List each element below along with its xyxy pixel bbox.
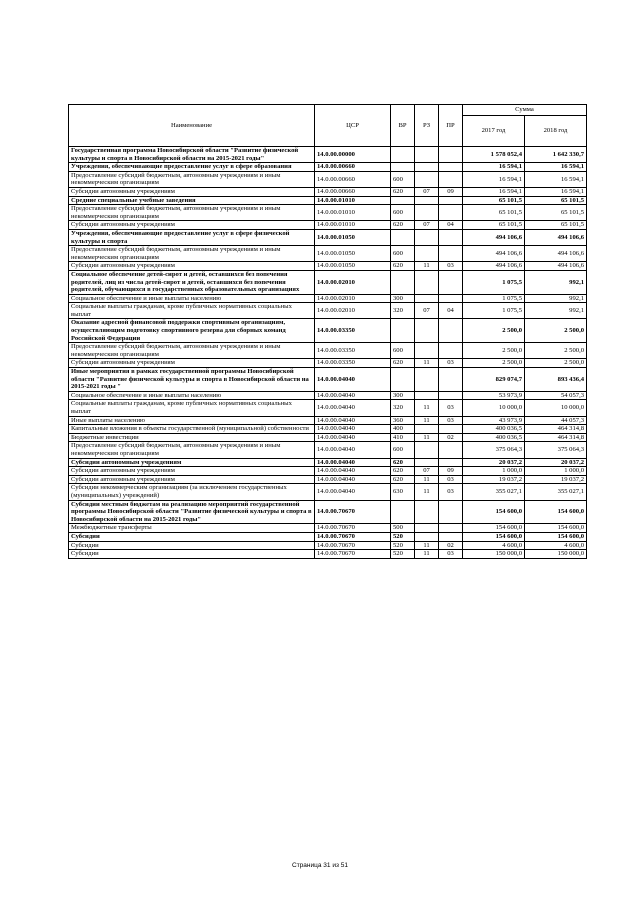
table-row — [69, 500, 587, 524]
cell-name: Предоставление субсидий бюджетным, автономным учреждениям и иным некоммерческим организациям — [69, 171, 315, 187]
cell-rz — [415, 442, 439, 458]
cell-pr: 04 — [439, 303, 463, 319]
table-row — [69, 343, 587, 359]
cell-vr: 600 — [391, 205, 415, 221]
cell-csr: 14.0.00.00660 — [315, 187, 391, 196]
cell-pr: 09 — [439, 467, 463, 476]
cell-sum-2018: 154 600,0 — [525, 532, 587, 541]
cell-sum-2017: 494 106,6 — [463, 246, 525, 262]
cell-csr: 14.0.00.04040 — [315, 400, 391, 416]
cell-name: Социальные выплаты гражданам, кроме публичных нормативных социальных выплат — [69, 400, 315, 416]
cell-name: Субсидии автономным учреждениям — [69, 221, 315, 230]
cell-sum-2018: 54 057,3 — [525, 391, 587, 400]
cell-rz: 07 — [415, 187, 439, 196]
cell-name: Иные выплаты населению — [69, 416, 315, 425]
cell-rz — [415, 163, 439, 172]
cell-vr: 620 — [391, 458, 415, 467]
cell-sum-2017: 19 037,2 — [463, 475, 525, 484]
table-row — [69, 524, 587, 533]
cell-csr: 14.0.00.70670 — [315, 541, 391, 550]
table-row — [69, 391, 587, 400]
cell-csr: 14.0.00.70670 — [315, 532, 391, 541]
cell-pr — [439, 163, 463, 172]
cell-vr — [391, 500, 415, 524]
cell-rz — [415, 246, 439, 262]
table-row — [69, 425, 587, 434]
cell-rz: 07 — [415, 467, 439, 476]
cell-sum-2018: 65 101,5 — [525, 221, 587, 230]
cell-name: Субсидии автономным учреждениям — [69, 458, 315, 467]
cell-vr: 620 — [391, 221, 415, 230]
cell-vr — [391, 196, 415, 205]
cell-csr: 14.0.00.01010 — [315, 221, 391, 230]
cell-sum-2017: 1 578 052,4 — [463, 147, 525, 163]
cell-name: Средние специальные учебные заведения — [69, 196, 315, 205]
cell-rz: 07 — [415, 221, 439, 230]
cell-name: Субсидии автономным учреждениям — [69, 475, 315, 484]
table-row — [69, 303, 587, 319]
cell-csr: 14.0.00.01050 — [315, 262, 391, 271]
cell-sum-2018: 1 000,0 — [525, 467, 587, 476]
header-rz: РЗ — [415, 105, 439, 147]
cell-pr: 02 — [439, 541, 463, 550]
cell-name: Межбюджетные трансферты — [69, 524, 315, 533]
cell-rz — [415, 343, 439, 359]
cell-vr: 300 — [391, 294, 415, 303]
table-row — [69, 484, 587, 500]
cell-vr: 620 — [391, 187, 415, 196]
cell-csr: 14.0.00.02010 — [315, 294, 391, 303]
cell-vr: 400 — [391, 425, 415, 434]
cell-vr: 520 — [391, 532, 415, 541]
cell-csr: 14.0.00.03350 — [315, 343, 391, 359]
cell-vr: 320 — [391, 303, 415, 319]
cell-pr — [439, 294, 463, 303]
cell-rz: 11 — [415, 416, 439, 425]
cell-vr: 600 — [391, 171, 415, 187]
cell-vr: 360 — [391, 416, 415, 425]
cell-sum-2018: 494 106,6 — [525, 262, 587, 271]
cell-sum-2018: 355 027,1 — [525, 484, 587, 500]
cell-rz: 11 — [415, 262, 439, 271]
cell-pr — [439, 229, 463, 245]
cell-sum-2018: 893 436,4 — [525, 368, 587, 392]
cell-vr: 620 — [391, 467, 415, 476]
cell-pr: 02 — [439, 433, 463, 442]
table-row — [69, 171, 587, 187]
cell-name: Субсидии — [69, 541, 315, 550]
cell-name: Субсидии автономным учреждениям — [69, 467, 315, 476]
cell-sum-2018: 19 037,2 — [525, 475, 587, 484]
cell-pr — [439, 147, 463, 163]
cell-sum-2018: 992,1 — [525, 294, 587, 303]
cell-sum-2018: 16 594,1 — [525, 171, 587, 187]
table-row — [69, 246, 587, 262]
cell-pr: 03 — [439, 550, 463, 559]
cell-csr: 14.0.00.00660 — [315, 171, 391, 187]
cell-rz — [415, 425, 439, 434]
table-row — [69, 359, 587, 368]
cell-csr: 14.0.00.70670 — [315, 500, 391, 524]
cell-csr: 14.0.00.70670 — [315, 524, 391, 533]
cell-rz: 07 — [415, 303, 439, 319]
cell-vr — [391, 368, 415, 392]
cell-sum-2017: 53 973,9 — [463, 391, 525, 400]
cell-rz — [415, 368, 439, 392]
cell-sum-2018: 44 057,3 — [525, 416, 587, 425]
cell-sum-2018: 4 600,0 — [525, 541, 587, 550]
cell-sum-2017: 150 000,0 — [463, 550, 525, 559]
cell-pr — [439, 343, 463, 359]
cell-pr: 03 — [439, 400, 463, 416]
cell-vr: 520 — [391, 550, 415, 559]
cell-csr: 14.0.00.03350 — [315, 319, 391, 343]
cell-name: Предоставление субсидий бюджетным, автономным учреждениям и иным некоммерческим организациям — [69, 442, 315, 458]
cell-csr: 14.0.00.00660 — [315, 163, 391, 172]
cell-sum-2017: 10 000,0 — [463, 400, 525, 416]
table-row — [69, 262, 587, 271]
cell-csr: 14.0.00.04040 — [315, 425, 391, 434]
cell-pr — [439, 368, 463, 392]
cell-pr: 03 — [439, 262, 463, 271]
cell-sum-2018: 992,1 — [525, 303, 587, 319]
cell-csr: 14.0.00.01010 — [315, 205, 391, 221]
cell-sum-2018: 464 314,8 — [525, 433, 587, 442]
table-row — [69, 433, 587, 442]
cell-rz — [415, 319, 439, 343]
cell-sum-2018: 2 500,0 — [525, 319, 587, 343]
cell-sum-2017: 65 101,5 — [463, 196, 525, 205]
cell-csr: 14.0.00.04040 — [315, 475, 391, 484]
table-row — [69, 416, 587, 425]
cell-sum-2018: 16 594,1 — [525, 163, 587, 172]
cell-vr: 600 — [391, 343, 415, 359]
cell-csr: 14.0.00.04040 — [315, 484, 391, 500]
cell-name: Субсидии автономным учреждениям — [69, 359, 315, 368]
cell-rz — [415, 229, 439, 245]
cell-sum-2018: 65 101,5 — [525, 205, 587, 221]
cell-pr — [439, 171, 463, 187]
cell-pr — [439, 425, 463, 434]
cell-pr — [439, 458, 463, 467]
cell-pr: 03 — [439, 416, 463, 425]
table-row — [69, 163, 587, 172]
header-sum: Сумма — [463, 105, 587, 116]
table-row — [69, 187, 587, 196]
cell-rz — [415, 294, 439, 303]
cell-csr: 14.0.00.04040 — [315, 467, 391, 476]
cell-name: Субсидии — [69, 532, 315, 541]
cell-name: Социальные выплаты гражданам, кроме публичных нормативных социальных выплат — [69, 303, 315, 319]
cell-sum-2018: 154 600,0 — [525, 500, 587, 524]
cell-sum-2017: 154 600,0 — [463, 524, 525, 533]
cell-name: Бюджетные инвестиции — [69, 433, 315, 442]
cell-pr — [439, 500, 463, 524]
cell-rz — [415, 500, 439, 524]
cell-sum-2018: 494 106,6 — [525, 229, 587, 245]
cell-sum-2017: 494 106,6 — [463, 262, 525, 271]
cell-rz — [415, 147, 439, 163]
cell-sum-2018: 10 000,0 — [525, 400, 587, 416]
cell-vr: 630 — [391, 484, 415, 500]
cell-csr: 14.0.00.04040 — [315, 416, 391, 425]
cell-rz: 11 — [415, 541, 439, 550]
cell-pr: 03 — [439, 475, 463, 484]
cell-pr: 04 — [439, 221, 463, 230]
cell-vr: 500 — [391, 524, 415, 533]
cell-sum-2018: 2 500,0 — [525, 359, 587, 368]
cell-rz — [415, 532, 439, 541]
cell-sum-2017: 16 594,1 — [463, 163, 525, 172]
cell-vr: 520 — [391, 541, 415, 550]
cell-sum-2017: 1 075,5 — [463, 270, 525, 294]
cell-vr: 620 — [391, 475, 415, 484]
cell-name: Капитальные вложения в объекты государственной (муниципальной) собственности — [69, 425, 315, 434]
page-footer: Страница 31 из 51 — [292, 862, 348, 869]
cell-csr: 14.0.00.02010 — [315, 270, 391, 294]
table-row — [69, 442, 587, 458]
header-vr: ВР — [391, 105, 415, 147]
cell-sum-2017: 355 027,1 — [463, 484, 525, 500]
cell-sum-2018: 20 037,2 — [525, 458, 587, 467]
cell-vr: 620 — [391, 262, 415, 271]
cell-sum-2018: 464 314,8 — [525, 425, 587, 434]
cell-sum-2017: 2 500,0 — [463, 359, 525, 368]
cell-sum-2017: 43 973,9 — [463, 416, 525, 425]
cell-sum-2017: 65 101,5 — [463, 205, 525, 221]
cell-sum-2017: 65 101,5 — [463, 221, 525, 230]
cell-sum-2017: 494 106,6 — [463, 229, 525, 245]
cell-rz — [415, 391, 439, 400]
table-row — [69, 205, 587, 221]
cell-name: Социальное обеспечение и иные выплаты населению — [69, 391, 315, 400]
header-csr: ЦСР — [315, 105, 391, 147]
cell-vr — [391, 229, 415, 245]
table-row — [69, 368, 587, 392]
cell-sum-2017: 1 075,5 — [463, 303, 525, 319]
cell-name: Оказание адресной финансовой поддержки спортивным организациям, осуществляющим подготовку спортивного резерва для сборных команд Российской Федерации — [69, 319, 315, 343]
cell-name: Социальное обеспечение детей-сирот и детей, оставшихся без попечения родителей, лиц из числа детей-сирот и детей, оставшихся без попечения родителей, обучающихся в государственных образовательных организациях — [69, 270, 315, 294]
cell-sum-2017: 20 037,2 — [463, 458, 525, 467]
cell-rz: 11 — [415, 400, 439, 416]
table-row — [69, 229, 587, 245]
table-row — [69, 196, 587, 205]
cell-name: Государственная программа Новосибирской области "Развитие физической культуры и спорта в Новосибирской области на 2015-2021 годы" — [69, 147, 315, 163]
cell-pr — [439, 532, 463, 541]
cell-name: Субсидии автономным учреждениям — [69, 262, 315, 271]
table-body — [69, 147, 587, 559]
cell-rz: 11 — [415, 484, 439, 500]
cell-vr: 600 — [391, 246, 415, 262]
header-pr: ПР — [439, 105, 463, 147]
cell-sum-2017: 829 074,7 — [463, 368, 525, 392]
cell-sum-2017: 2 500,0 — [463, 343, 525, 359]
cell-csr: 14.0.00.04040 — [315, 458, 391, 467]
cell-vr — [391, 163, 415, 172]
cell-sum-2018: 494 106,6 — [525, 246, 587, 262]
table-row — [69, 458, 587, 467]
cell-pr — [439, 391, 463, 400]
table-row — [69, 541, 587, 550]
cell-pr — [439, 196, 463, 205]
cell-sum-2018: 992,1 — [525, 270, 587, 294]
table-row — [69, 400, 587, 416]
cell-pr: 03 — [439, 484, 463, 500]
cell-sum-2017: 1 000,0 — [463, 467, 525, 476]
cell-sum-2018: 154 600,0 — [525, 524, 587, 533]
cell-csr: 14.0.00.00000 — [315, 147, 391, 163]
cell-pr — [439, 205, 463, 221]
cell-rz — [415, 205, 439, 221]
cell-name: Социальное обеспечение и иные выплаты населению — [69, 294, 315, 303]
cell-sum-2018: 150 000,0 — [525, 550, 587, 559]
cell-name: Субсидии — [69, 550, 315, 559]
budget-table — [68, 104, 587, 559]
cell-pr: 09 — [439, 187, 463, 196]
cell-csr: 14.0.00.01010 — [315, 196, 391, 205]
table-row — [69, 319, 587, 343]
cell-vr — [391, 319, 415, 343]
cell-name: Субсидии автономным учреждениям — [69, 187, 315, 196]
table-row — [69, 147, 587, 163]
cell-sum-2017: 16 594,1 — [463, 171, 525, 187]
table-row — [69, 270, 587, 294]
cell-sum-2018: 375 064,3 — [525, 442, 587, 458]
cell-sum-2018: 65 101,5 — [525, 196, 587, 205]
cell-vr: 410 — [391, 433, 415, 442]
cell-csr: 14.0.00.04040 — [315, 433, 391, 442]
cell-rz: 11 — [415, 475, 439, 484]
cell-csr: 14.0.00.03350 — [315, 359, 391, 368]
cell-rz: 11 — [415, 433, 439, 442]
cell-vr: 600 — [391, 442, 415, 458]
cell-sum-2017: 1 075,5 — [463, 294, 525, 303]
table-row — [69, 467, 587, 476]
cell-csr: 14.0.00.04040 — [315, 368, 391, 392]
cell-sum-2018: 2 500,0 — [525, 343, 587, 359]
cell-sum-2017: 154 600,0 — [463, 532, 525, 541]
cell-pr — [439, 246, 463, 262]
cell-name: Учреждения, обеспечивающие предоставление услуг в сфере физической культуры и спорта — [69, 229, 315, 245]
cell-csr: 14.0.00.04040 — [315, 442, 391, 458]
header-name: Наименование — [69, 105, 315, 147]
cell-csr: 14.0.00.01050 — [315, 246, 391, 262]
cell-sum-2017: 154 600,0 — [463, 500, 525, 524]
cell-sum-2018: 1 642 330,7 — [525, 147, 587, 163]
cell-pr — [439, 319, 463, 343]
cell-csr: 14.0.00.02010 — [315, 303, 391, 319]
cell-csr: 14.0.00.70670 — [315, 550, 391, 559]
table-row — [69, 221, 587, 230]
header-2018: 2018 год — [525, 116, 587, 147]
cell-vr — [391, 147, 415, 163]
cell-rz — [415, 524, 439, 533]
cell-pr — [439, 442, 463, 458]
cell-sum-2017: 16 594,1 — [463, 187, 525, 196]
table-row — [69, 532, 587, 541]
cell-name: Иные мероприятия в рамках государственной программы Новосибирской области "Развитие физической культуры и спорта в Новосибирской области на 2015-2021 годы " — [69, 368, 315, 392]
cell-sum-2017: 4 600,0 — [463, 541, 525, 550]
cell-sum-2017: 2 500,0 — [463, 319, 525, 343]
cell-sum-2017: 400 036,5 — [463, 425, 525, 434]
cell-name: Субсидии местным бюджетам на реализацию мероприятий государственной программы Новосибирской области "Развитие физической культуры и спорта в Новосибирской области на 2015-2021 годы" — [69, 500, 315, 524]
cell-sum-2018: 16 594,1 — [525, 187, 587, 196]
table-row — [69, 294, 587, 303]
cell-vr: 620 — [391, 359, 415, 368]
table-row — [69, 475, 587, 484]
cell-sum-2017: 375 064,3 — [463, 442, 525, 458]
cell-rz: 11 — [415, 359, 439, 368]
cell-vr — [391, 270, 415, 294]
cell-rz — [415, 270, 439, 294]
cell-name: Предоставление субсидий бюджетным, автономным учреждениям и иным некоммерческим организациям — [69, 343, 315, 359]
cell-sum-2017: 400 036,5 — [463, 433, 525, 442]
cell-name: Предоставление субсидий бюджетным, автономным учреждениям и иным некоммерческим организациям — [69, 246, 315, 262]
cell-vr: 320 — [391, 400, 415, 416]
cell-name: Предоставление субсидий бюджетным, автономным учреждениям и иным некоммерческим организациям — [69, 205, 315, 221]
cell-pr — [439, 270, 463, 294]
cell-rz — [415, 171, 439, 187]
cell-name: Учреждения, обеспечивающие предоставление услуг в сфере образования — [69, 163, 315, 172]
cell-name: Субсидии некоммерческим организациям (за исключением государственных (муниципальных) учреждений) — [69, 484, 315, 500]
cell-vr: 300 — [391, 391, 415, 400]
cell-pr: 03 — [439, 359, 463, 368]
cell-rz — [415, 196, 439, 205]
cell-rz: 11 — [415, 550, 439, 559]
cell-csr: 14.0.00.04040 — [315, 391, 391, 400]
header-2017: 2017 год — [463, 116, 525, 147]
cell-csr: 14.0.00.01050 — [315, 229, 391, 245]
cell-rz — [415, 458, 439, 467]
table-row — [69, 550, 587, 559]
cell-pr — [439, 524, 463, 533]
